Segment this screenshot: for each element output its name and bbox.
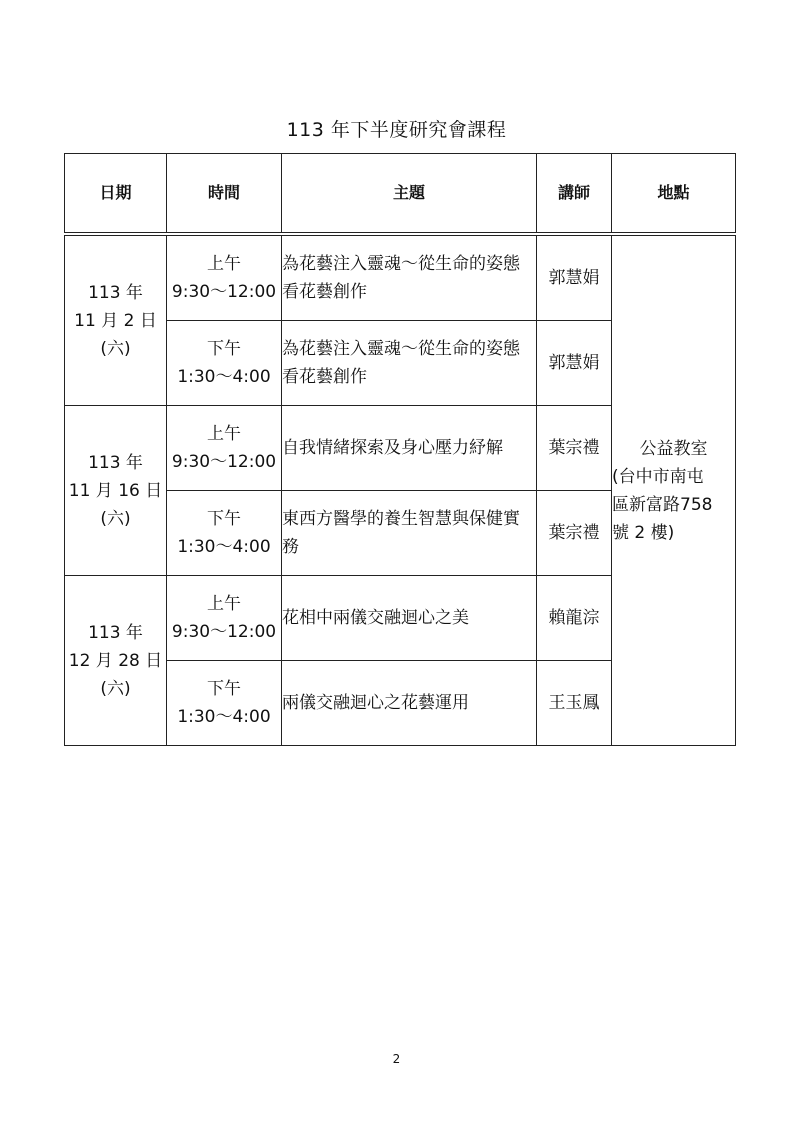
place-cell [612,236,736,746]
header-time: 時間 [167,154,282,233]
place-name: 公益教室 [639,438,708,459]
teacher-cell: 王玉鳳 [537,661,612,746]
header-topic: 主題 [282,154,537,233]
time-cell [167,321,282,406]
course-schedule-table [64,153,736,746]
table-row [65,236,736,321]
time-period: 下午 [207,509,241,529]
place-address-line: (台中市南屯 [612,466,704,487]
time-cell [167,661,282,746]
time-hours: 9:30～12:00 [171,622,277,642]
time-period: 下午 [207,679,241,699]
time-hours: 1:30～4:00 [177,537,271,557]
time-hours: 1:30～4:00 [177,707,271,727]
teacher-cell: 賴龍淙 [537,576,612,661]
time-period: 上午 [207,254,241,274]
topic-cell: 自我情緒探索及身心壓力紓解 [282,406,537,491]
time-hours: 9:30～12:00 [171,282,277,302]
topic-cell: 花相中兩儀交融迴心之美 [282,576,537,661]
time-period: 上午 [207,594,241,614]
date-month-day: 11 月 16 日 [68,480,163,501]
time-hours: 9:30～12:00 [171,452,277,472]
header-teacher: 講師 [537,154,612,233]
page-number: 2 [392,1052,401,1066]
date-weekday: (六) [100,678,131,699]
date-month-day: 11 月 2 日 [74,310,157,331]
page-title: 113 年下半度研究會課程 [286,119,507,141]
date-year: 113 年 [88,452,143,473]
table-header-row [65,154,736,233]
date-month-day: 12 月 28 日 [68,650,163,671]
time-hours: 1:30～4:00 [177,367,271,387]
teacher-cell: 葉宗禮 [537,491,612,576]
time-cell [167,236,282,321]
topic-cell: 為花藝注入靈魂～從生命的姿態看花藝創作 [282,321,537,406]
date-cell [65,576,167,746]
date-year: 113 年 [88,622,143,643]
date-weekday: (六) [100,338,131,359]
place-address-line: 號 2 樓) [612,522,675,543]
topic-cell: 為花藝注入靈魂～從生命的姿態看花藝創作 [282,236,537,321]
time-cell [167,491,282,576]
date-weekday: (六) [100,508,131,529]
teacher-cell: 郭慧娟 [537,236,612,321]
date-cell [65,406,167,576]
date-cell [65,236,167,406]
header-date: 日期 [65,154,167,233]
date-year: 113 年 [88,282,143,303]
topic-cell: 東西方醫學的養生智慧與保健實務 [282,491,537,576]
teacher-cell: 葉宗禮 [537,406,612,491]
place-address-line: 區新富路758 [612,494,713,515]
time-cell [167,406,282,491]
topic-cell: 兩儀交融迴心之花藝運用 [282,661,537,746]
time-cell [167,576,282,661]
teacher-cell: 郭慧娟 [537,321,612,406]
time-period: 下午 [207,339,241,359]
header-place: 地點 [612,154,736,233]
time-period: 上午 [207,424,241,444]
